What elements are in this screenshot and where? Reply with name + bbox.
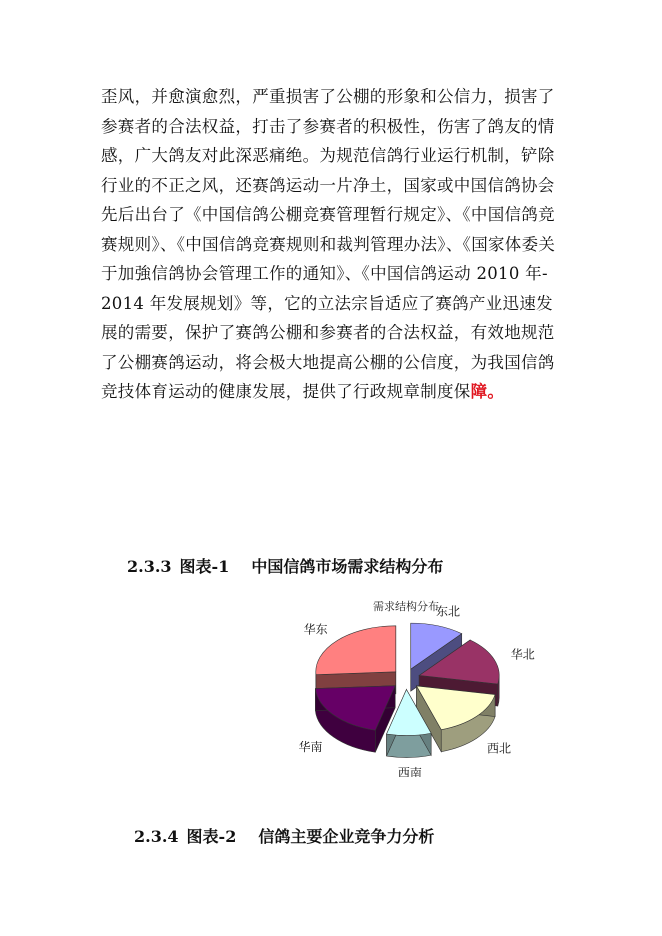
figure-label: 图表-2 — [186, 827, 237, 846]
section-title: 中国信鸽市场需求结构分布 — [251, 557, 444, 576]
paragraph-last-text: 竞技体育运动的健康发展，提供了行政规章制度保 — [101, 382, 471, 401]
paragraph-line: 2014 年发展规划》等，它的立法宗旨适应了赛鸽产业迅速发 — [101, 293, 553, 313]
paragraph-line: 感，广大鸽友对此深恶痛绝。为规范信鸽行业运行机制，铲除 — [101, 146, 555, 165]
paragraph-line: 行业的不正之风，还赛鸽运动一片净土，国家或中国信鸽协会 — [101, 175, 555, 195]
pie-label-华东: 华东 — [303, 622, 328, 637]
demand-pie-chart — [240, 591, 592, 777]
body-paragraph — [101, 82, 601, 407]
section-heading-2-3-4 — [134, 824, 434, 847]
pie-label-华南: 华南 — [298, 739, 323, 754]
paragraph-line: 于加強信鸽协会管理工作的通知》、《中国信鸽运动 2010 年- — [101, 264, 548, 283]
pie-label-西北: 西北 — [486, 741, 512, 756]
paragraph-line: 先后出台了《中国信鸽公棚竞赛管理暂行规定》、《中国信鸽竞 — [101, 205, 555, 224]
figure-label: 图表-1 — [179, 557, 230, 576]
section-title: 信鸽主要企业竞争力分析 — [258, 827, 435, 846]
pie-label-西南: 西南 — [397, 766, 422, 777]
pie-slice-华南 — [315, 686, 395, 753]
pie-label-华北: 华北 — [510, 647, 535, 662]
section-number: 2.3.4 — [134, 827, 179, 846]
paragraph-line: 赛规则》、《中国信鸽竞赛规则和裁判管理办法》、《国家体委关 — [101, 234, 556, 254]
paragraph-last-line — [101, 377, 601, 407]
paragraph-line: 参赛者的合法权益，打击了参赛者的积极性，伤害了鸽友的情 — [101, 116, 555, 136]
section-heading-2-3-3 — [127, 554, 443, 577]
paragraph-line: 展的需要，保护了赛鸽公棚和参赛者的合法权益，有效地规范 — [101, 323, 555, 342]
paragraph-line: 歪风，并愈演愈烈，严重损害了公棚的形象和公信力，损害了 — [101, 87, 555, 106]
paragraph-line: 了公棚赛鸽运动，将会极大地提高公棚的公信度，为我国信鸽 — [101, 352, 555, 372]
chart-title: 需求结构分布 — [373, 600, 439, 613]
pie-chart-svg — [240, 591, 592, 777]
section-number: 2.3.3 — [127, 557, 172, 576]
highlighted-text: 障。 — [470, 382, 505, 401]
pie-label-东北: 东北 — [435, 604, 461, 619]
